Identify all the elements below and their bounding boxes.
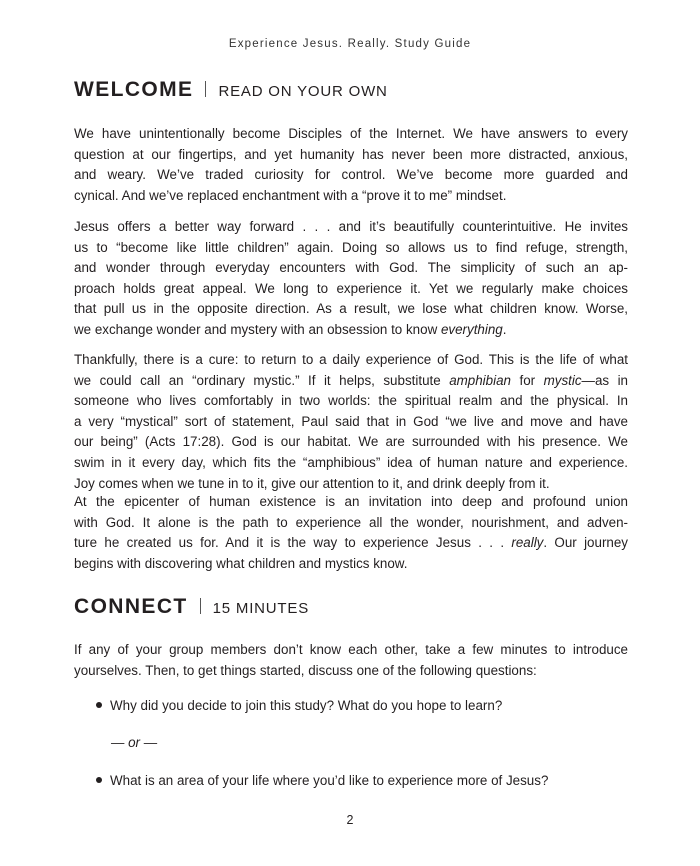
page-number: 2 xyxy=(346,813,354,827)
welcome-subtitle: READ ON YOUR OWN xyxy=(218,83,388,100)
emphasis-amphibian: amphibian xyxy=(449,372,511,388)
text-line: a very “mystical” sort of statement, Paul said that in God “we live and move and have xyxy=(74,413,628,429)
text-line: our being” (Acts 17:28). God is our habitat. We are surrounded with his presence. We xyxy=(74,434,628,450)
welcome-paragraph-2 xyxy=(74,217,628,341)
text-line: At the epicenter of human existence is an invitation into deep and profound union xyxy=(74,494,628,509)
emphasis-mystic: mystic xyxy=(543,372,582,388)
text-line: Thankfully, there is a cure: to return to a daily experience of God. This is the life of what xyxy=(74,352,628,367)
text-line: Joy comes when we tune in to it, give our attention to it, and drink deeply from it. xyxy=(74,475,550,491)
emphasis-everything: everything xyxy=(440,321,503,337)
text-line: swim in it every day, which fits the “amphibious” idea of human nature and experience. xyxy=(74,454,628,470)
text-line: We have unintentionally become Disciples of the Internet. We have answers to every xyxy=(74,126,628,141)
welcome-paragraph-4 xyxy=(74,492,628,574)
text-line: If any of your group members don’t know each other, take a few minutes to introduce xyxy=(74,642,628,657)
text-line: with God. It alone is the path to experience all the wonder, nourishment, and adven- xyxy=(74,514,628,530)
text-line: proach holds great appeal. We long to experience it. Yet we regularly make choices xyxy=(74,280,628,296)
bullet-icon xyxy=(96,702,102,708)
text-line: cynical. And we’ve replaced enchantment with a “prove it to me” mindset. xyxy=(74,187,507,203)
text-line: we could call an “ordinary mystic.” If it helps, substitute amphibian for mystic—as in xyxy=(74,372,628,388)
connect-heading xyxy=(74,595,309,619)
text-line: we exchange wonder and mystery with an obsession to know everything. xyxy=(74,321,507,337)
text-line: and wonder through everyday encounters with God. The simplicity of such an ap- xyxy=(74,260,628,276)
welcome-paragraph-1 xyxy=(74,124,628,206)
welcome-title: WELCOME xyxy=(74,78,194,101)
text-line: that pull us in the opposite direction. As a result, we lose what children know. Worse, xyxy=(74,301,628,317)
question-2-text: What is an area of your life where you’d like to experience more of Jesus? xyxy=(110,773,549,788)
heading-divider xyxy=(200,598,201,614)
heading-divider xyxy=(205,81,206,97)
or-separator: — or — xyxy=(111,735,158,750)
text-line: yourselves. Then, to get things started, discuss one of the following questions: xyxy=(74,662,537,678)
connect-subtitle: 15 MINUTES xyxy=(212,600,309,617)
connect-title: CONNECT xyxy=(74,595,188,618)
question-1 xyxy=(96,696,502,716)
text-line: ture he created us for. And it is the way to experience Jesus . . . really. Our journey xyxy=(74,535,628,551)
text-line: begins with discovering what children and mystics know. xyxy=(74,555,408,571)
text-line: someone who lives comfortably in two worlds: the spiritual realm and the physical. In xyxy=(74,393,628,409)
running-head: Experience Jesus. Really. Study Guide xyxy=(228,38,472,50)
text-line: us to “become like little children” again. Doing so allows us to find refuge, strength, xyxy=(74,239,628,255)
text-line: and weary. We’ve traded curiosity for control. We’ve become more guarded and xyxy=(74,167,628,183)
connect-intro xyxy=(74,640,628,681)
welcome-heading xyxy=(74,78,388,102)
text-line: question at our fingertips, and yet humanity has never been more distracted, anxious, xyxy=(74,146,628,162)
question-2 xyxy=(96,771,548,791)
emphasis-really: really xyxy=(511,535,544,551)
welcome-paragraph-3 xyxy=(74,350,628,494)
text-line: Jesus offers a better way forward . . . and it’s beautifully counterintuitive. He invites xyxy=(74,219,628,234)
bullet-icon xyxy=(96,777,102,783)
question-1-text: Why did you decide to join this study? What do you hope to learn? xyxy=(110,698,503,713)
